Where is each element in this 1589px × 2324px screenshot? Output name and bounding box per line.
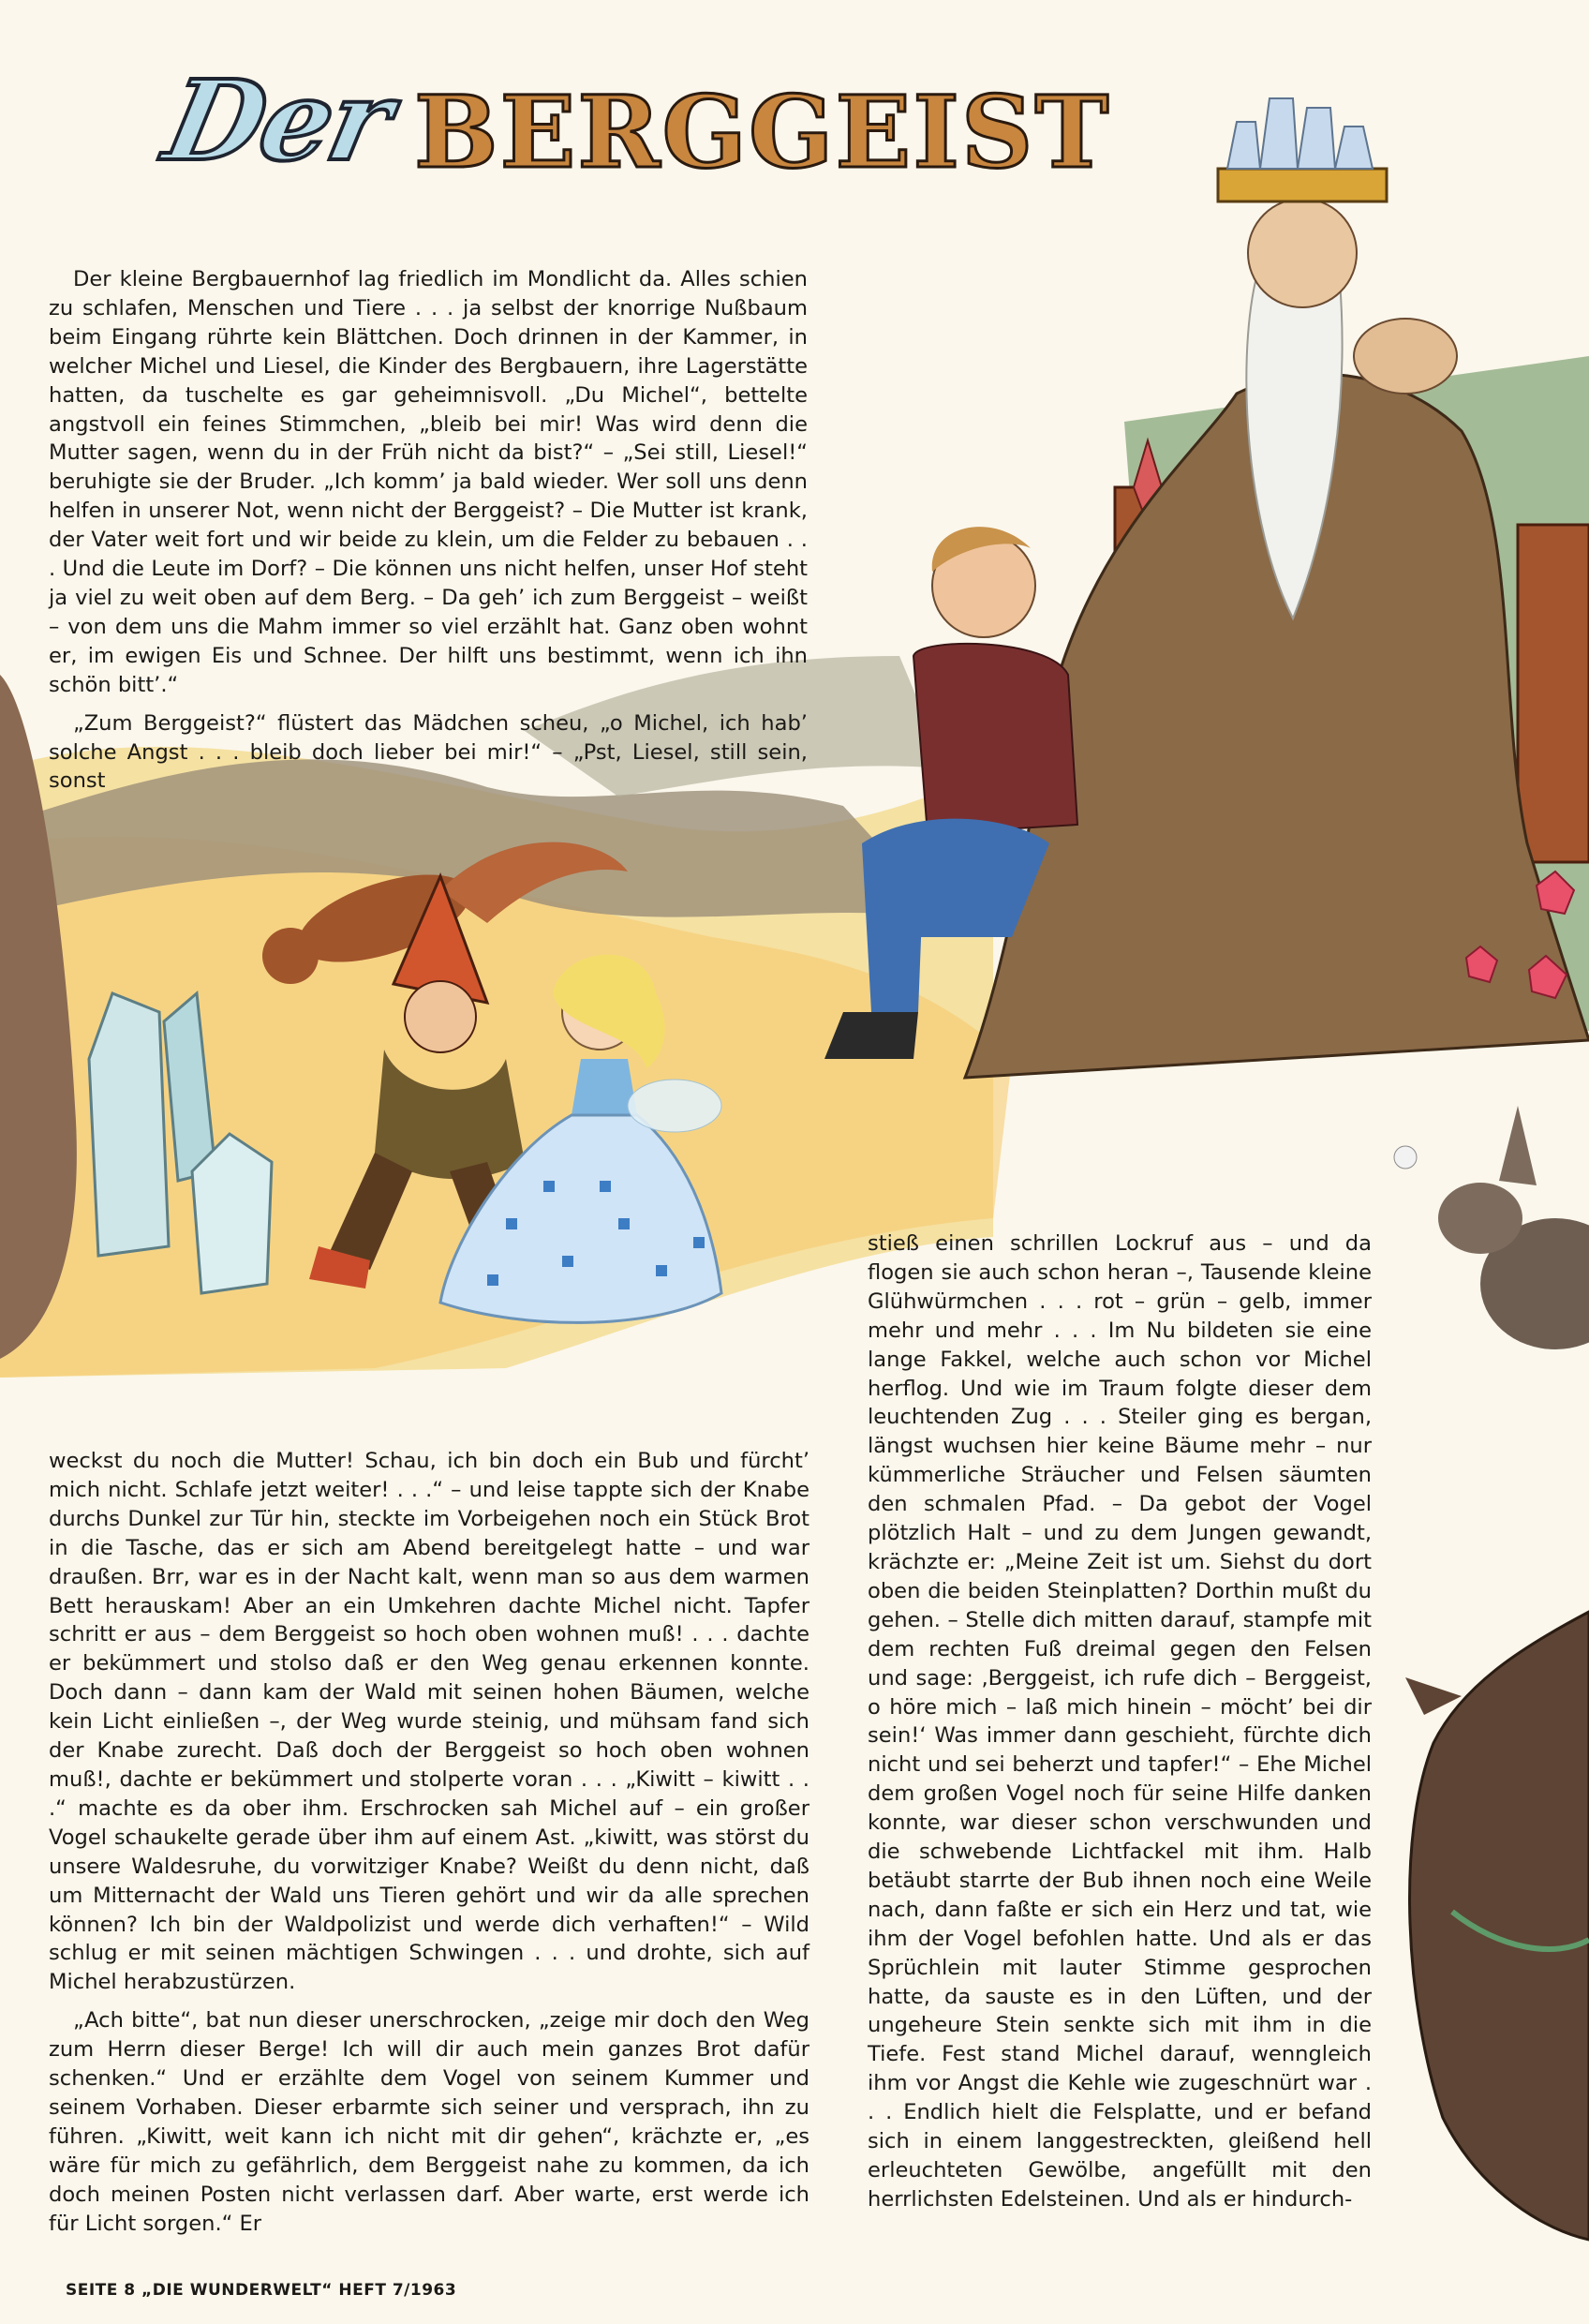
paragraph: stieß einen schrillen Lockruf aus – und da flogen sie auch schon heran –, Tausende kleine Glühwürmchen . . . rot – grün – gelb, immer mehr und mehr . . . Im Nu bildeten sie eine lange Fakkel, welche auch schon vor Michel herflog. Und wie im Traum folgte dieser dem leuchtenden Zug . . . Steiler ging es bergan, längst wuchsen hier keine Bäume mehr – nur kümmerliche Sträucher und Felsen säumten den schmalen Pfad. – Da gebot der Vogel plötzlich Halt – und zu dem Jungen gewandt, krächzte er: „Meine Zeit ist um. Siehst du dort oben die beiden Steinplatten? Dorthin mußt du gehen. – Stelle dich mitten darauf, stampfe mit dem rechten Fuß dreimal gegen den Felsen und sage: ‚Berggeist, ich rufe dich – Berggeist, o höre mich – laß mich hinein – möcht’ bei dir sein!‘ Was immer dann geschieht, fürchte dich nicht und sei beherzt und tapfer!“ – Ehe Michel dem großen Vogel noch für seine Hilfe danken konnte, war dieser schon verschwunden und die schwebende Lichtfackel mit ihm. Halb betäubt starrte der Bub ihnen noch eine Weile nach, dann faßte er sich ein Herz und tat, wie ihm der Vogel befohlen hatte. Und als er das Sprüchlein mit lauter Stimme gesprochen hatte, da sauste es in den Lüften, und der ungeheure Stein senkte sich mit ihm in die Tiefe. Fest stand Michel darauf, wenngleich ihm vor Angst die Kehle wie zugeschnürt war . . . Endlich hielt die Felsplatte, und er befand sich in einem langgestreckten, gleißend hell erleuchteten Gewölbe, angefüllt mit den herrlichsten Edelsteinen. Und als er hindurch- [868, 1231, 1372, 2212]
fox [1405, 1612, 1589, 2240]
paragraph: „Zum Berggeist?“ flüstert das Mädchen scheu, „o Michel, ich hab’ solche Angst . . . bleib doch lieber bei mir!“ – „Pst, Liesel, still sein, sonst [49, 710, 808, 794]
paragraph: „Ach bitte“, bat nun dieser unerschrocken, „zeige mir doch den Weg zum Herrn dieser Berge! Ich will dir auch mein ganzes Brot dafür schenken.“ Und er erzählte dem Vogel von seinem Kummer und seinem Vorhaben. Dieser erbarmte sich seiner und versprach, ihn zu führen. „Kiwitt, weit kann ich nicht mit dir gehen“, krächzte er, „es wäre für mich zu gefährlich, dem Berggeist nahe zu kommen, da ich doch meinen Posten nicht verlassen darf. Aber warte, erst werde ich für Licht sorgen.“ Er [49, 2008, 809, 2236]
page-footer: SEITE 8 „DIE WUNDERWELT“ HEFT 7/1963 [66, 2281, 457, 2300]
berggeist-figure [965, 98, 1589, 1078]
title-main: BERGGEIST [414, 73, 1111, 190]
rabbit [1394, 1106, 1589, 1349]
story-column-left [49, 1447, 809, 2238]
story-column-top [49, 265, 808, 796]
title-script: Der [155, 55, 402, 186]
title-block [155, 55, 1152, 197]
paragraph: weckst du noch die Mutter! Schau, ich bin doch ein Bub und fürcht’ mich nicht. Schlafe jetzt weiter! . . .“ – und leise tappte sich der Knabe durchs Dunkel zur Tür hin, steckte im Vorbeigehen noch ein Stück Brot in die Tasche, das er sich am Abend bereitgelegt hatte – und war draußen. Brr, war es in der Nacht kalt, wenn man so aus dem warmen Bett herauskam! Aber an ein Umkehren dachte Michel nicht. Tapfer schritt er aus – dem Berggeist so hoch oben wohnen muß! . . . dachte er bekümmert und stolso daß er den Weg genau erkennen konnte. Doch dann – dann kam der Wald mit seinen hohen Bäumen, welche kein Licht einließen –, der Weg wurde steinig, und mühsam fand sich der Knabe zurecht. Daß doch der Berggeist so hoch oben wohnen muß!, dachte er bekümmert und stolperte voran . . . „Kiwitt – kiwitt . . .“ machte es da ober ihm. Erschrocken sah Michel auf – ein großer Vogel schaukelte gerade über ihm auf einem Ast. „kiwitt, was störst du unsere Waldesruhe, du vorwitziger Knabe? Weißt du denn nicht, daß um Mitternacht der Wald uns Tieren gehört und wir da alle sprechen können? Ich bin der Waldpolizist und werde dich verhaften!“ – Wild schlug er mit seinen mächtigen Schwingen . . . und drohte, sich auf Michel herabzustürzen. [49, 1449, 809, 1995]
story-column-right [868, 1229, 1372, 2214]
paragraph: Der kleine Bergbauernhof lag friedlich im Mondlicht da. Alles schien zu schlafen, Menschen und Tiere . . . ja selbst der knorrige Nußbaum beim Eingang rührte kein Blättchen. Doch drinnen in der Kammer, in welcher Michel und Liesel, die Kinder des Bergbauern, ihre Lagerstätte hatten, da tuschelte es gar geheimnisvoll. „Du Michel“, bettelte angstvoll ein feines Stimmchen, „bleib bei mir! Was wird denn die Mutter sagen, wenn du in der Früh nicht da bist?“ – „Sei still, Liesel!“ beruhigte sie der Bruder. „Ich komm’ ja bald wieder. Wer soll uns denn helfen in unserer Not, wenn nicht der Berggeist? – Die Mutter ist krank, der Vater weit fort und wir beide zu klein, um die Felder zu bebauen . . . Und die Leute im Dorf? – Die können uns nicht helfen, unser Hof steht ja viel zu weit oben auf dem Berg. – Da geh’ ich zum Berggeist – weißt – von dem uns die Mahm immer so viel erzählt hat. Ganz oben wohnt er, im ewigen Eis und Schnee. Der hilft uns bestimmt, wenn ich ihn schön bitt’.“ [49, 267, 808, 697]
